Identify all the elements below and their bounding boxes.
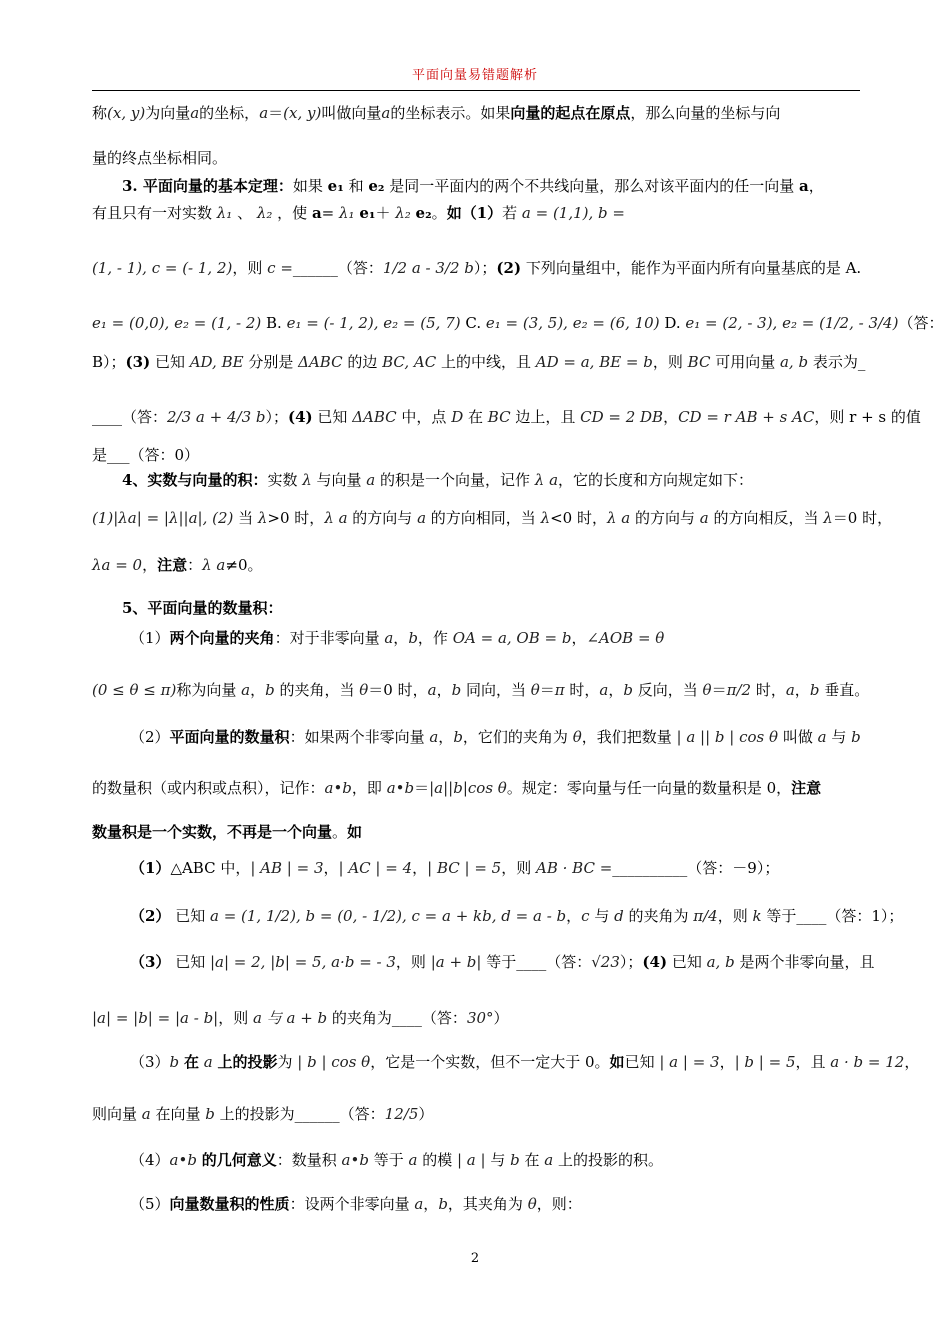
text-span: 有且只有一对实数 — [92, 204, 217, 222]
header-rule — [92, 90, 860, 91]
text-span: 已知 — [150, 353, 190, 371]
bold-text: 注意 — [791, 779, 822, 797]
math-expression: c = — [267, 259, 293, 277]
text-span: 叫做 — [778, 728, 818, 746]
text-line — [92, 822, 362, 842]
math-expression: θ — [572, 728, 582, 746]
bold-text: 如 — [609, 1053, 625, 1071]
text-line — [92, 313, 943, 333]
text-span: 是两个非零向量，且 — [734, 953, 875, 971]
math-expression: k — [752, 907, 762, 925]
math-expression: π — [554, 681, 565, 699]
math-expression: | AC | = 4 — [338, 859, 413, 877]
math-expression: b — [205, 1105, 215, 1123]
text-span: （2） — [130, 728, 170, 746]
text-span: 的边 — [342, 353, 383, 371]
math-expression: a — [414, 1195, 424, 1213]
text-span: 如果 — [292, 177, 328, 195]
text-span: 已知 — [170, 907, 210, 925]
math-expression: a — [190, 104, 200, 122]
text-span: 等于____（答：1）； — [761, 907, 904, 925]
math-expression: b — [453, 728, 463, 746]
math-expression: π/4 — [693, 907, 718, 925]
text-span: 的方向与 — [347, 509, 418, 527]
text-span: ＋ — [375, 204, 396, 222]
text-span: （答： — [898, 314, 944, 332]
bold-text: 数量积是一个实数，不再是一个向量 — [92, 823, 333, 841]
math-expression: a — [544, 1151, 554, 1169]
math-expression: a•b — [324, 779, 352, 797]
text-span: ， — [719, 1053, 735, 1071]
bold-text: 5、平面向量的数量积： — [122, 599, 283, 617]
text-span: 的数量积（或内积或点积），记作： — [92, 779, 325, 797]
text-span: ，则 — [395, 953, 431, 971]
bold-text: (4) — [642, 953, 668, 971]
math-expression: CD = r AB + s AC — [678, 408, 815, 426]
math-expression: a — [427, 681, 437, 699]
text-span: ， — [571, 629, 587, 647]
text-span: 的夹角为 — [623, 907, 694, 925]
text-span: 的夹角为____（答： — [327, 1009, 467, 1027]
text-line — [130, 628, 664, 648]
text-span: ， — [423, 1195, 439, 1213]
math-expression: b — [169, 1053, 180, 1071]
text-span: ＝ — [268, 104, 284, 122]
text-span: ，即 — [351, 779, 387, 797]
text-line — [122, 470, 753, 490]
text-span: 是___（答：0） — [92, 446, 200, 464]
math-expression: 1/2 a - 3/2 b — [382, 259, 474, 277]
math-expression: 12/5 — [384, 1105, 419, 1123]
text-span: ， — [904, 1053, 920, 1071]
text-span: 在向量 — [150, 1105, 206, 1123]
bold-text: (4) — [288, 408, 313, 426]
bold-text: 如 — [347, 823, 363, 841]
math-expression: a — [384, 629, 394, 647]
text-line — [92, 258, 861, 278]
text-span: ， — [608, 681, 624, 699]
text-line — [92, 778, 821, 798]
text-span: （4） — [130, 1151, 170, 1169]
math-expression: ΔABC — [298, 353, 343, 371]
text-span: 若 — [502, 204, 522, 222]
math-expression: θ — [702, 681, 712, 699]
math-expression: |a||b|cos θ — [429, 779, 507, 797]
text-line — [92, 445, 199, 465]
text-span: 与 — [826, 728, 852, 746]
math-expression: b — [265, 681, 275, 699]
math-expression: λ₁ — [339, 204, 355, 222]
text-span: 。 — [332, 823, 348, 841]
math-expression: ∠AOB = θ — [586, 629, 665, 647]
math-expression: b — [438, 1195, 448, 1213]
math-expression: e₁ = (0,0), e₂ = (1, - 2) — [92, 314, 262, 332]
text-span: （1） — [130, 629, 170, 647]
text-span: ， — [808, 177, 824, 195]
math-expression: a = (1, 1/2), b = (0, - 1/2), c = a + kb, d = a - b — [209, 907, 567, 925]
math-expression: b — [809, 681, 820, 699]
text-span: 则向量 — [92, 1105, 142, 1123]
math-expression: a — [417, 509, 427, 527]
text-span: ：如果两个非零向量 — [289, 728, 430, 746]
text-span: ，则 — [717, 907, 753, 925]
text-span: 的夹角，当 — [274, 681, 360, 699]
text-line — [130, 727, 861, 747]
math-expression: | b | = 5 — [734, 1053, 796, 1071]
text-span: 。 — [431, 204, 447, 222]
text-span: 的坐标表示。如果 — [390, 104, 511, 122]
text-span: 反向，当 — [633, 681, 703, 699]
bold-text: 的几何意义 — [201, 1151, 277, 1169]
bold-text: a — [311, 204, 322, 222]
text-span: 。规定：零向量与任一向量的数量积是 0， — [506, 779, 792, 797]
text-span: ： — [187, 556, 203, 574]
math-expression: OA = a, OB = b — [452, 629, 572, 647]
text-span: ，则 — [501, 859, 537, 877]
math-expression: e₁ = (- 1, 2), e₂ = (5, 7) — [286, 314, 461, 332]
math-expression: θ — [530, 681, 540, 699]
math-expression: b — [510, 1151, 520, 1169]
text-span: 为向量 — [145, 104, 191, 122]
text-span: 是同一平面内的两个不共线向量，那么对该平面内的任一向量 — [384, 177, 800, 195]
bold-text: （1） — [130, 859, 171, 877]
text-span: ，它是一个实数，但不一定大于 0。 — [370, 1053, 610, 1071]
text-span: 在 — [463, 408, 488, 426]
text-span: 已知 — [170, 953, 210, 971]
text-span: 已知 — [624, 1053, 660, 1071]
math-expression: b — [451, 681, 462, 699]
math-expression: |a| = |b| = |a - b| — [92, 1009, 219, 1027]
math-expression: | a || b | cos θ — [676, 728, 779, 746]
bold-text: 平面向量的数量积 — [169, 728, 290, 746]
math-expression: c — [581, 907, 590, 925]
bold-text: 上的投影 — [217, 1053, 278, 1071]
math-expression: λ a — [324, 509, 348, 527]
text-span: 已知 — [667, 953, 707, 971]
math-expression: | a | = 3 — [659, 1053, 720, 1071]
text-span: ， — [142, 556, 158, 574]
bold-text: a — [799, 177, 809, 195]
math-expression: (1, - 1), c = (- 1, 2) — [92, 259, 233, 277]
text-span: <0 时， — [550, 509, 607, 527]
bold-text: (2) — [496, 259, 522, 277]
text-span: ，则 — [652, 353, 688, 371]
text-line — [92, 1008, 509, 1028]
text-span: 已知 — [312, 408, 353, 426]
math-expression: a — [241, 681, 251, 699]
math-expression: √23 — [591, 953, 620, 971]
text-span: ，使 — [272, 204, 312, 222]
text-line — [130, 952, 874, 972]
text-span: 称 — [92, 104, 108, 122]
math-expression: λa = 0 — [92, 556, 143, 574]
text-span: ______（答： — [292, 259, 383, 277]
bold-text: e₁ — [359, 204, 376, 222]
math-expression: BC, AC — [382, 353, 437, 371]
text-span: = — [321, 204, 340, 222]
text-span: ，则 r + s 的值 — [814, 408, 921, 426]
text-span: ：数量积 — [276, 1151, 342, 1169]
bold-text: 向量数量积的性质 — [169, 1195, 290, 1213]
text-span: 的方向与 — [630, 509, 700, 527]
math-expression: BC — [687, 353, 711, 371]
math-expression: a, b — [706, 953, 735, 971]
text-span: ， — [794, 681, 810, 699]
math-expression: b — [623, 681, 633, 699]
text-span: 上的中线，且 — [436, 353, 536, 371]
text-span: ， — [438, 728, 454, 746]
math-expression: a — [785, 681, 795, 699]
text-span: 下列向量组中，能作为平面内所有向量基底的是 A. — [521, 259, 862, 277]
math-expression: λ₂ — [395, 204, 411, 222]
math-expression: λ a — [606, 509, 631, 527]
math-expression: (0 ≤ θ ≤ π) — [92, 681, 177, 699]
math-expression: e₁ = (2, - 3), e₂ = (1/2, - 3/4) — [685, 314, 899, 332]
math-expression: CD = 2 DB — [580, 408, 664, 426]
text-span: C. — [460, 314, 486, 332]
bold-text: (3) — [125, 353, 151, 371]
math-expression: | BC | = 5 — [427, 859, 502, 877]
text-span: B. — [261, 314, 287, 332]
math-expression: a — [599, 681, 609, 699]
text-span: ＝ — [711, 681, 727, 699]
math-expression: BC — [487, 408, 511, 426]
math-expression: a — [381, 104, 391, 122]
text-span: ，它的长度和方向规定如下： — [558, 471, 754, 489]
text-span: 实数 — [267, 471, 303, 489]
math-expression: a — [817, 728, 827, 746]
text-span: 时， — [564, 681, 600, 699]
math-expression: λ a — [202, 556, 226, 574]
math-expression: a = (1,1), b = — [521, 204, 625, 222]
text-line — [130, 1150, 663, 1170]
text-line — [122, 598, 282, 618]
math-expression: a — [259, 104, 269, 122]
math-expression: b — [851, 728, 861, 746]
text-span: 同向，当 — [461, 681, 531, 699]
text-line — [92, 148, 227, 168]
math-expression: |a + b| — [430, 953, 482, 971]
text-span: ，则： — [536, 1195, 582, 1213]
math-expression: a•b — [341, 1151, 369, 1169]
math-expression: AD, BE — [189, 353, 244, 371]
math-expression: D — [451, 408, 464, 426]
math-expression: a — [366, 471, 376, 489]
math-expression: λ — [540, 509, 551, 527]
text-line — [92, 1104, 433, 1124]
math-expression: a•b — [169, 1151, 197, 1169]
math-expression: λ₂ — [256, 204, 273, 222]
text-span: ＝0 时， — [368, 681, 428, 699]
text-line — [92, 680, 869, 700]
text-span: >0 时， — [267, 509, 325, 527]
text-span: △ABC 中， — [170, 859, 251, 877]
math-expression: b — [408, 629, 418, 647]
bold-text: e₂ — [415, 204, 432, 222]
text-span: 中，点 — [396, 408, 452, 426]
text-line — [92, 103, 780, 123]
text-span: 上的投影为______（答： — [214, 1105, 385, 1123]
text-span: （3） — [130, 1053, 170, 1071]
math-expression: a · b = 12 — [830, 1053, 905, 1071]
text-span: 与 — [485, 1151, 511, 1169]
text-span: 的方向相同，当 — [426, 509, 541, 527]
bold-text: 3. 平面向量的基本定理： — [122, 177, 293, 195]
math-expression: AB · BC = — [536, 859, 613, 877]
text-span: ＝ — [414, 779, 430, 797]
text-span: ， — [323, 859, 339, 877]
text-span: 、 — [232, 204, 257, 222]
math-expression: λ — [823, 509, 833, 527]
math-expression: 30° — [466, 1009, 494, 1027]
text-span: 可用向量 — [710, 353, 780, 371]
text-span: 称为向量 — [176, 681, 242, 699]
text-span: ：对于非零向量 — [274, 629, 385, 647]
text-span: 的模 — [417, 1151, 457, 1169]
text-line — [92, 508, 892, 528]
text-span: ，它们的夹角为 — [462, 728, 573, 746]
text-span: 等于____（答： — [481, 953, 592, 971]
math-expression: a — [141, 1105, 151, 1123]
bold-text: 如（1） — [446, 204, 503, 222]
text-span: ＝ — [539, 681, 555, 699]
text-span: 的方向相反，当 — [708, 509, 824, 527]
text-span: 垂直。 — [819, 681, 870, 699]
text-span: ， — [412, 859, 428, 877]
text-span: B）； — [92, 353, 126, 371]
text-span: ， — [393, 629, 409, 647]
text-span: ，则 — [232, 259, 268, 277]
text-span: ）； — [265, 408, 288, 426]
text-line — [130, 1052, 919, 1072]
text-span: ， — [250, 681, 266, 699]
text-span: ， — [436, 681, 452, 699]
text-span: ，则 — [218, 1009, 254, 1027]
math-expression: λ₁ — [216, 204, 233, 222]
text-line — [130, 906, 903, 926]
math-expression: (1)|λa| = |λ||a|, (2) — [92, 509, 234, 527]
math-expression: a•b — [386, 779, 415, 797]
math-expression: λ a — [534, 471, 559, 489]
text-span: 与向量 — [311, 471, 367, 489]
text-span: ____（答： — [92, 408, 168, 426]
text-span: ，且 — [795, 1053, 831, 1071]
text-span: ，我们把数量 — [581, 728, 677, 746]
text-span: ，作 — [417, 629, 453, 647]
text-span: 叫做向量 — [321, 104, 382, 122]
text-span: ，那么向量的坐标与向 — [630, 104, 781, 122]
text-line — [130, 858, 779, 878]
bold-text: e₂ — [368, 177, 385, 195]
math-expression: a — [429, 728, 439, 746]
page-header-title: 平面向量易错题解析 — [411, 68, 538, 83]
text-span: 量的终点坐标相同。 — [92, 149, 228, 167]
math-expression: |a| = 2, |b| = 5, a·b = - 3 — [209, 953, 396, 971]
bold-text: 在 — [183, 1053, 199, 1071]
text-line — [92, 203, 625, 223]
math-expression: a — [699, 509, 709, 527]
text-line — [122, 176, 824, 196]
bold-text: 向量的起点在原点 — [510, 104, 631, 122]
text-span: 与 — [589, 907, 615, 925]
math-expression: λ — [302, 471, 312, 489]
text-span: D. — [659, 314, 686, 332]
text-span: 在 — [519, 1151, 545, 1169]
math-expression: a — [203, 1053, 213, 1071]
math-expression: | a | — [456, 1151, 486, 1169]
bold-text: e₁ — [327, 177, 344, 195]
page-number: 2 — [470, 1251, 480, 1266]
text-span: 的坐标， — [199, 104, 260, 122]
text-span: 和 — [343, 177, 369, 195]
text-span: 为 — [277, 1053, 298, 1071]
math-expression: a 与 a + b — [253, 1009, 328, 1027]
text-span: 上的投影的积。 — [553, 1151, 664, 1169]
math-expression: a — [408, 1151, 418, 1169]
bold-text: （3） — [130, 953, 171, 971]
text-span: ， — [566, 907, 582, 925]
math-expression: a, b — [779, 353, 809, 371]
text-line — [92, 555, 263, 575]
math-expression: λ — [257, 509, 268, 527]
text-span: ：设两个非零向量 — [289, 1195, 415, 1213]
math-expression: π/2 — [726, 681, 752, 699]
text-span: ）； — [473, 259, 497, 277]
bold-text: （2） — [130, 907, 171, 925]
text-span: ，其夹角为 — [447, 1195, 528, 1213]
bold-text: 注意 — [157, 556, 188, 574]
math-expression: | AB | = 3 — [250, 859, 324, 877]
text-span: 当 — [233, 509, 258, 527]
text-span: 时， — [751, 681, 786, 699]
text-line — [92, 352, 865, 372]
text-span: 表示为_ — [808, 353, 866, 371]
math-expression: | b | cos θ — [297, 1053, 371, 1071]
text-span: 的积是一个向量，记作 — [375, 471, 535, 489]
text-line — [130, 1194, 582, 1214]
math-expression: θ — [527, 1195, 537, 1213]
text-span: ≠0。 — [225, 556, 263, 574]
text-span: 分别是 — [243, 353, 299, 371]
math-expression: (x, y) — [283, 104, 322, 122]
text-span: ＝0 时， — [832, 509, 893, 527]
math-expression: (x, y) — [107, 104, 146, 122]
math-expression: θ — [359, 681, 369, 699]
math-expression: ΔABC — [352, 408, 397, 426]
text-span: （5） — [130, 1195, 170, 1213]
math-expression: 2/3 a + 4/3 b — [167, 408, 266, 426]
math-expression: d — [614, 907, 624, 925]
text-span: ） — [418, 1105, 434, 1123]
text-span: 边上，且 — [510, 408, 581, 426]
text-span: ， — [663, 408, 679, 426]
math-expression: AD = a, BE = b — [535, 353, 653, 371]
bold-text: 4、实数与向量的积： — [122, 471, 268, 489]
text-span: ）； — [619, 953, 643, 971]
math-expression: e₁ = (3, 5), e₂ = (6, 10) — [485, 314, 660, 332]
bold-text: 两个向量的夹角 — [169, 629, 275, 647]
text-span: __________（答：－9）； — [612, 859, 780, 877]
text-line — [92, 407, 921, 427]
text-span: 等于 — [368, 1151, 409, 1169]
text-span: ） — [493, 1009, 509, 1027]
